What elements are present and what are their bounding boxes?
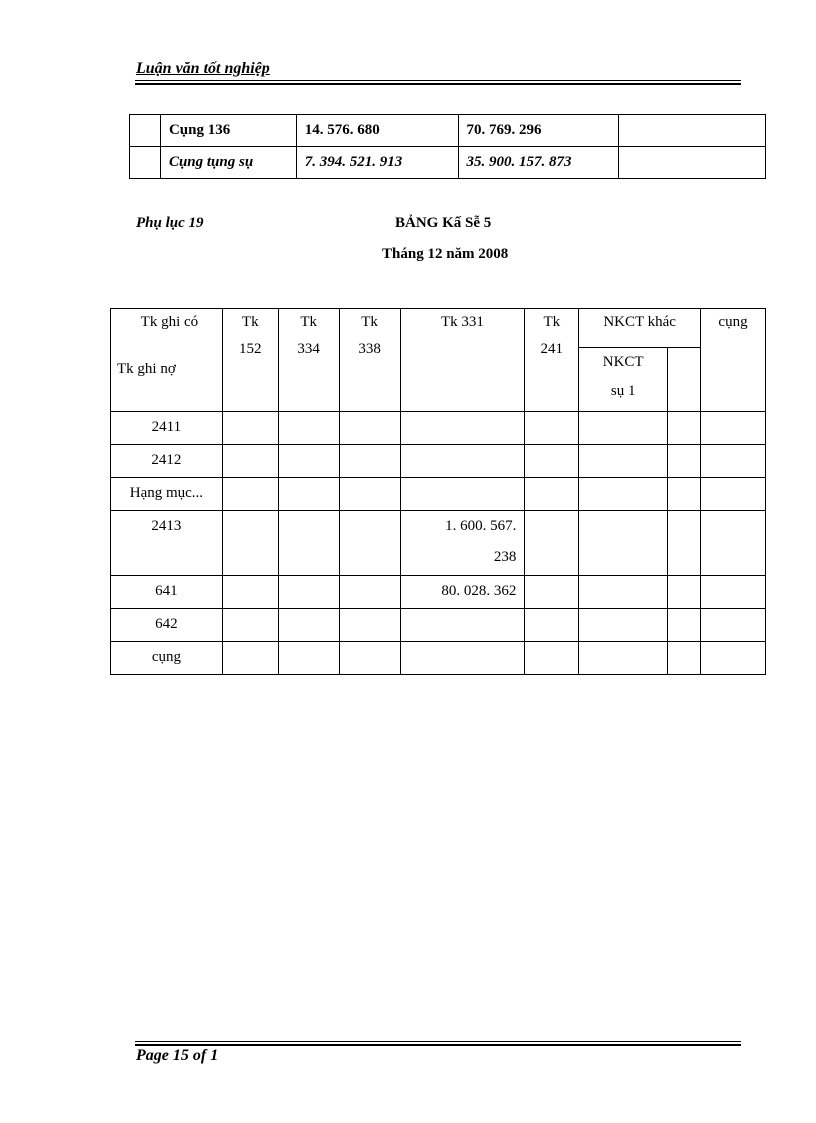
table-row bbox=[111, 445, 766, 478]
blank-cell bbox=[339, 412, 400, 445]
blank-cell bbox=[339, 511, 400, 576]
blank-cell bbox=[130, 147, 161, 179]
col-header-line: cụng bbox=[718, 314, 748, 330]
table-row bbox=[111, 576, 766, 609]
blank-cell bbox=[525, 642, 579, 675]
value-cell: 70. 769. 296 bbox=[458, 115, 619, 147]
blank-cell bbox=[579, 576, 668, 609]
blank-cell bbox=[339, 478, 400, 511]
blank-cell bbox=[525, 478, 579, 511]
blank-cell bbox=[579, 609, 668, 642]
col-header-nkct-khac bbox=[579, 309, 701, 348]
blank-cell bbox=[579, 445, 668, 478]
footer-rule-thin bbox=[135, 1041, 741, 1042]
col-header-line: NKCT bbox=[602, 354, 644, 370]
col-header-line: 334 bbox=[297, 341, 320, 357]
table-row bbox=[111, 642, 766, 675]
header-rule-thick bbox=[135, 83, 741, 85]
blank-cell bbox=[701, 412, 766, 445]
table-subtitle: Tháng 12 năm 2008 bbox=[382, 246, 509, 262]
blank-cell bbox=[339, 642, 400, 675]
blank-cell bbox=[222, 609, 278, 642]
value-cell bbox=[619, 115, 766, 147]
blank-cell bbox=[525, 576, 579, 609]
row-label: 2411 bbox=[111, 412, 223, 445]
col-header-line: 152 bbox=[239, 341, 262, 357]
corner-header-cell bbox=[111, 309, 223, 412]
blank-cell bbox=[668, 609, 701, 642]
corner-bottom-label: Tk ghi nợ bbox=[117, 361, 176, 377]
blank-cell bbox=[579, 412, 668, 445]
footer-rule-thick bbox=[135, 1044, 741, 1046]
blank-cell bbox=[525, 511, 579, 576]
tk331-cell: 80. 028. 362 bbox=[400, 576, 525, 609]
value-cell: 14. 576. 680 bbox=[296, 115, 458, 147]
blank-cell bbox=[668, 511, 701, 576]
col-header-line: Tk 331 bbox=[440, 314, 484, 330]
blank-cell bbox=[668, 348, 701, 412]
row-label: 642 bbox=[111, 609, 223, 642]
table-row bbox=[111, 412, 766, 445]
table-row bbox=[111, 511, 766, 576]
blank-cell bbox=[278, 478, 339, 511]
row-label: 641 bbox=[111, 576, 223, 609]
row-label: Hạng mục... bbox=[111, 478, 223, 511]
appendix-label: Phụ lục 19 bbox=[136, 215, 204, 231]
header-rule-thin bbox=[135, 80, 741, 81]
table-row bbox=[130, 147, 766, 179]
blank-cell bbox=[222, 412, 278, 445]
running-header-title: Luận văn tốt nghiệp bbox=[136, 60, 270, 77]
table-title: BẢNG Kấ Sễ 5 bbox=[395, 215, 492, 231]
row-label: 2413 bbox=[111, 511, 223, 576]
blank-cell bbox=[130, 115, 161, 147]
summary-table bbox=[129, 114, 766, 179]
blank-cell bbox=[525, 412, 579, 445]
blank-cell bbox=[339, 445, 400, 478]
blank-cell bbox=[668, 445, 701, 478]
ledger-table bbox=[110, 308, 766, 675]
blank-cell bbox=[525, 609, 579, 642]
col-header-line: NKCT khác bbox=[603, 314, 676, 330]
col-header-line: Tk bbox=[361, 314, 378, 330]
blank-cell bbox=[701, 478, 766, 511]
col-header-tk331 bbox=[400, 309, 525, 412]
tk331-cell bbox=[400, 445, 525, 478]
value-cell: 35. 900. 157. 873 bbox=[458, 147, 619, 179]
col-header-tk241 bbox=[525, 309, 579, 412]
blank-cell bbox=[278, 576, 339, 609]
blank-cell bbox=[579, 642, 668, 675]
col-header-tk152 bbox=[222, 309, 278, 412]
table-row bbox=[111, 478, 766, 511]
blank-cell bbox=[668, 478, 701, 511]
blank-cell bbox=[222, 642, 278, 675]
blank-cell bbox=[278, 511, 339, 576]
blank-cell bbox=[525, 445, 579, 478]
value-cell: 7. 394. 521. 913 bbox=[296, 147, 458, 179]
blank-cell bbox=[701, 445, 766, 478]
blank-cell bbox=[222, 478, 278, 511]
blank-cell bbox=[339, 576, 400, 609]
blank-cell bbox=[278, 445, 339, 478]
amount-line: 1. 600. 567. bbox=[445, 518, 517, 534]
blank-cell bbox=[701, 511, 766, 576]
row-label: cụng bbox=[111, 642, 223, 675]
tk331-cell bbox=[400, 642, 525, 675]
blank-cell bbox=[222, 511, 278, 576]
col-header-tk338 bbox=[339, 309, 400, 412]
row-label: 2412 bbox=[111, 445, 223, 478]
col-header-nkct-1 bbox=[579, 348, 668, 412]
col-header-line: Tk bbox=[300, 314, 317, 330]
col-header-line: Tk bbox=[543, 314, 561, 330]
blank-cell bbox=[701, 576, 766, 609]
blank-cell bbox=[278, 412, 339, 445]
blank-cell bbox=[278, 609, 339, 642]
blank-cell bbox=[701, 642, 766, 675]
col-header-tk334 bbox=[278, 309, 339, 412]
tk331-cell bbox=[400, 412, 525, 445]
blank-cell bbox=[701, 609, 766, 642]
table-row bbox=[111, 609, 766, 642]
value-cell bbox=[619, 147, 766, 179]
tk331-cell bbox=[400, 511, 525, 576]
blank-cell bbox=[579, 478, 668, 511]
blank-cell bbox=[668, 576, 701, 609]
blank-cell bbox=[222, 576, 278, 609]
row-label: Cụng 136 bbox=[160, 115, 296, 147]
corner-top-label: Tk ghi có bbox=[140, 314, 199, 330]
col-header-cong bbox=[701, 309, 766, 412]
blank-cell bbox=[278, 642, 339, 675]
col-header-line: sụ 1 bbox=[610, 383, 636, 399]
col-header-line: 338 bbox=[358, 341, 381, 357]
blank-cell bbox=[579, 511, 668, 576]
amount-line: 238 bbox=[493, 549, 517, 565]
blank-cell bbox=[339, 609, 400, 642]
tk331-cell bbox=[400, 609, 525, 642]
header-row bbox=[111, 309, 766, 348]
blank-cell bbox=[668, 642, 701, 675]
col-header-line: 241 bbox=[540, 341, 564, 357]
row-label: Cụng tụng sụ bbox=[160, 147, 296, 179]
tk331-cell bbox=[400, 478, 525, 511]
page-number-footer: Page 15 of 1 bbox=[136, 1047, 219, 1064]
table-row bbox=[130, 115, 766, 147]
col-header-line: Tk bbox=[241, 314, 259, 330]
blank-cell bbox=[222, 445, 278, 478]
blank-cell bbox=[668, 412, 701, 445]
